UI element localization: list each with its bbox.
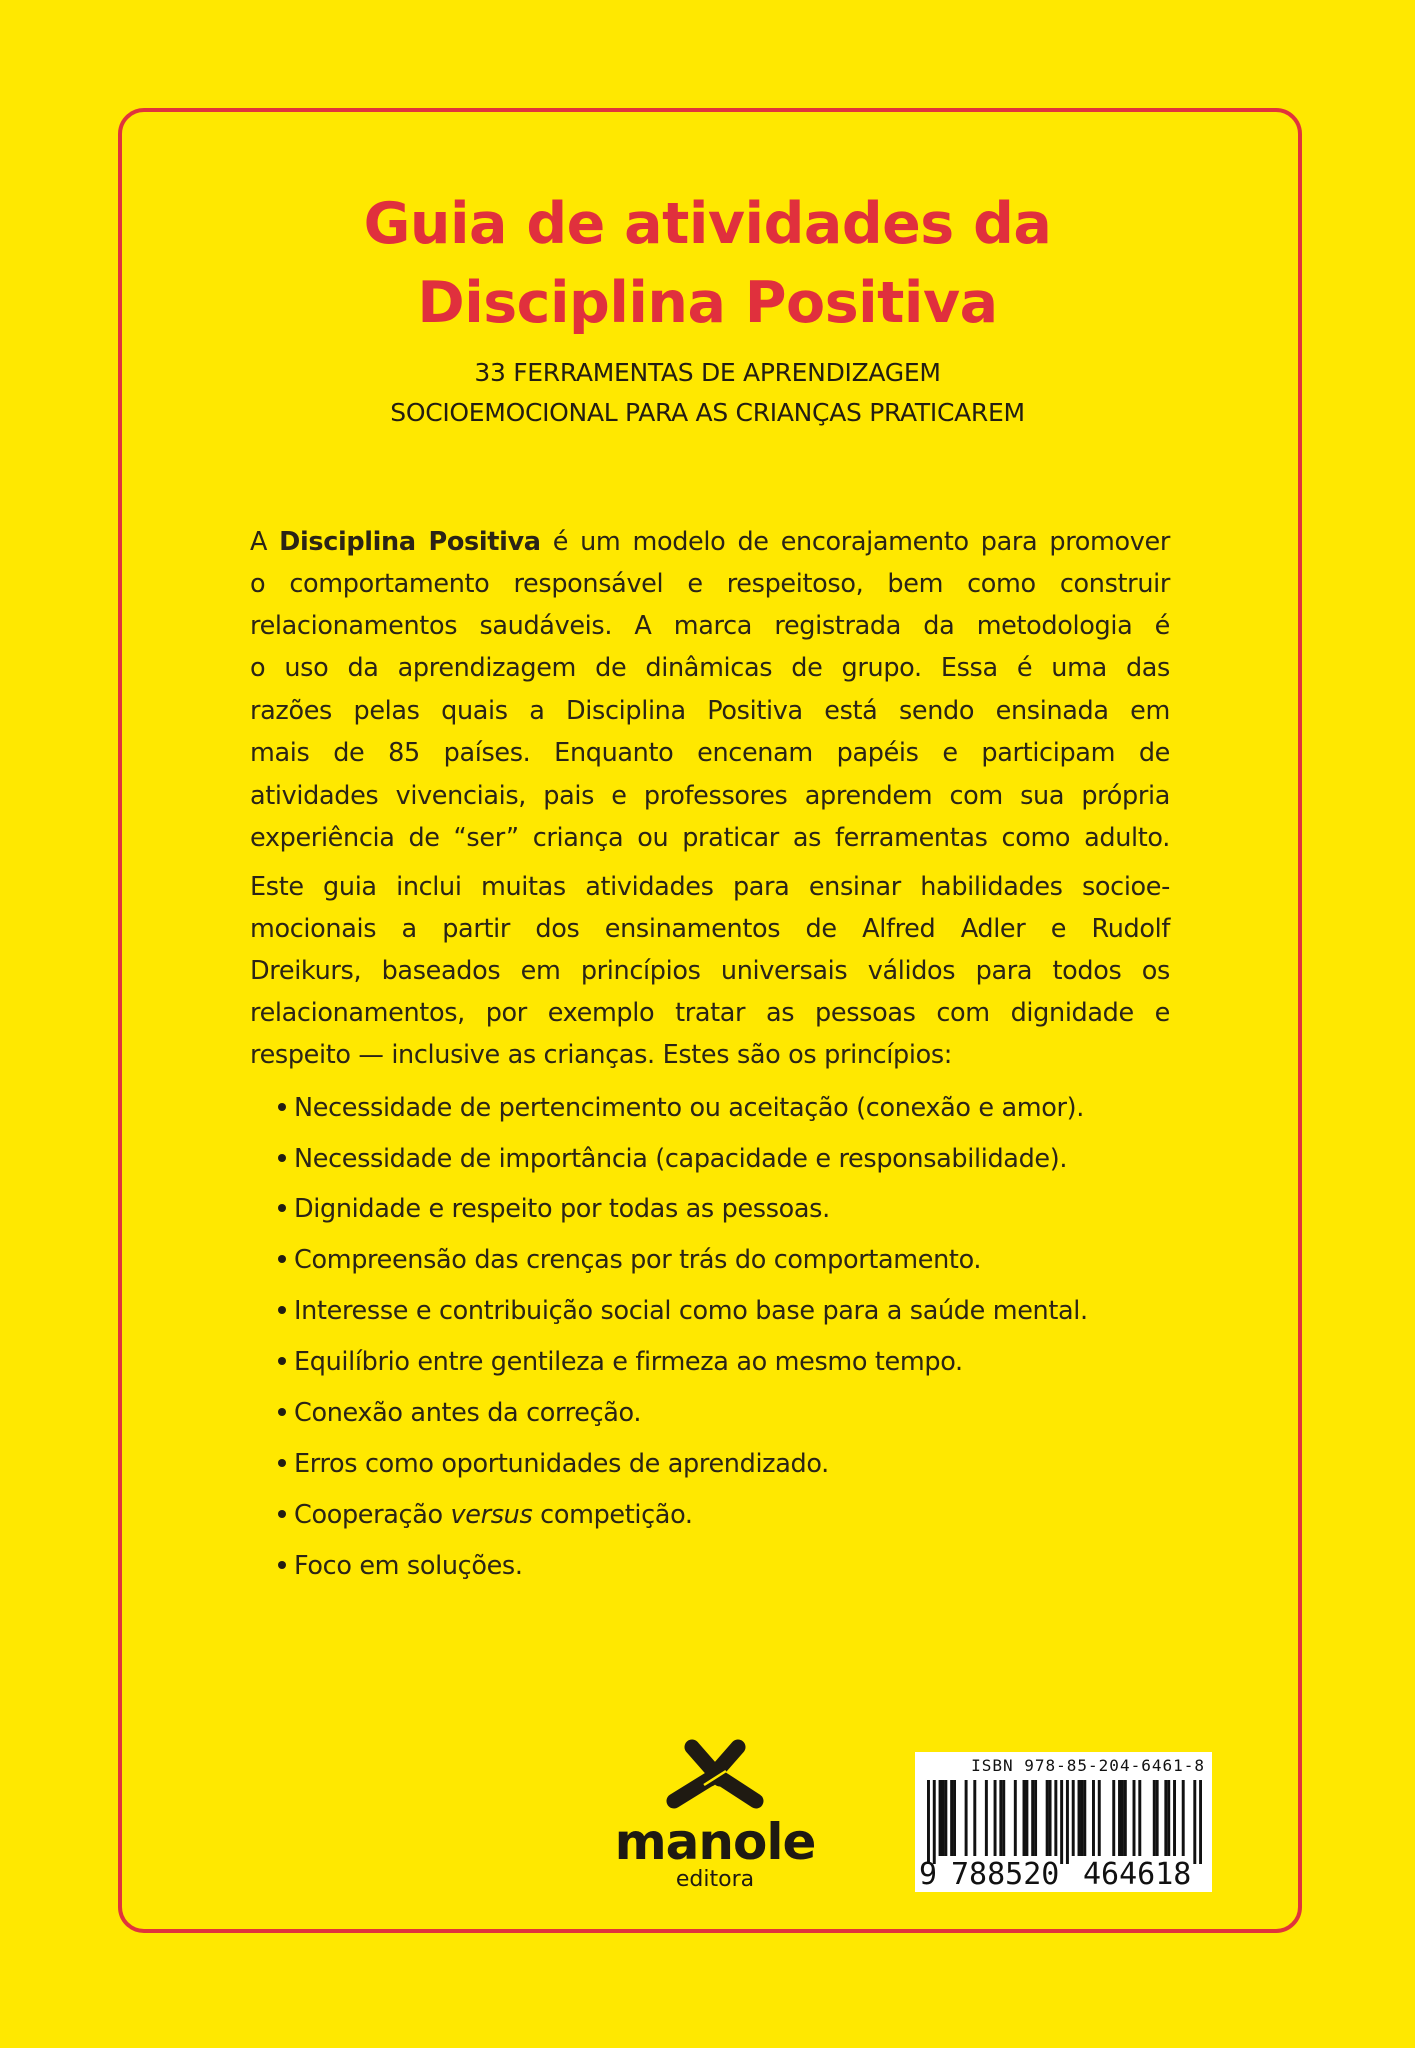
barcode-bar [1002, 1780, 1005, 1856]
paragraph-2-line: relacionamentos, por exemplo tratar as pessoas com dignidade e [250, 998, 1170, 1028]
principle-text-italic: versus [450, 1500, 533, 1530]
bullet-icon [278, 1561, 286, 1569]
barcode-bars [927, 1780, 1202, 1864]
principle-list-item [278, 1500, 1178, 1530]
barcode-bar [994, 1780, 997, 1856]
bullet-icon [278, 1103, 286, 1111]
principle-list-item [278, 1245, 1178, 1275]
paragraph-1-line: relacionamentos saudáveis. A marca registrada da metodologia é [250, 611, 1170, 641]
barcode-bar [1173, 1780, 1176, 1856]
paragraph-lead: A [250, 527, 280, 557]
barcode-bar [1054, 1780, 1057, 1856]
barcode-bar [1167, 1780, 1170, 1856]
bullet-icon [278, 1306, 286, 1314]
book-title-line-2: Disciplina Positiva [417, 270, 998, 336]
principle-text: Erros como oportunidades de aprendizado. [294, 1449, 829, 1479]
barcode-digits-right: 464618 [1083, 1857, 1192, 1892]
barcode-bar [1193, 1780, 1196, 1864]
principle-text: Compreensão das crenças por trás do comportamento. [294, 1245, 982, 1275]
subtitle-line-1: 33 FERRAMENTAS DE APRENDIZAGEM [474, 358, 941, 387]
barcode-bar [1025, 1780, 1028, 1856]
barcode-bar [941, 1780, 944, 1856]
publisher-logo [600, 1735, 830, 1905]
principle-text: competição. [532, 1500, 693, 1530]
principle-text: Cooperação [294, 1500, 451, 1530]
book-title-line-1: Guia de atividades da [363, 191, 1052, 257]
brand-name-bold: Disciplina Positiva [279, 527, 541, 557]
barcode-digit-prefix: 9 [919, 1857, 938, 1892]
bullet-icon [278, 1357, 286, 1365]
barcode-bar [1138, 1780, 1141, 1856]
principle-text: Necessidade de pertencimento ou aceitação (conexão e amor). [294, 1093, 1085, 1123]
principle-text: Equilíbrio entre gentileza e firmeza ao mesmo tempo. [294, 1347, 963, 1377]
subtitle-line-2: SOCIOEMOCIONAL PARA AS CRIANÇAS PRATICAREM [390, 398, 1025, 427]
paragraph-1-line: o comportamento responsável e respeitoso, bem como construir [250, 569, 1170, 599]
principle-text: Interesse e contribuição social como base para a saúde mental. [294, 1296, 1088, 1326]
bullet-icon [278, 1154, 286, 1162]
publisher-tagline: editora [675, 1867, 755, 1892]
principle-list-item [278, 1551, 1178, 1581]
bullet-icon [278, 1204, 286, 1212]
principle-text: Necessidade de importância (capacidade e responsabilidade). [294, 1144, 1068, 1174]
principle-list-item [278, 1449, 1178, 1479]
barcode-bar [1156, 1780, 1159, 1856]
barcode-bar [1031, 1780, 1034, 1856]
barcode-bar [1066, 1780, 1069, 1864]
principle-text: Dignidade e respeito por todas as pessoas. [294, 1194, 830, 1224]
paragraph-2-line: Este guia inclui muitas atividades para ensinar habilidades socioe- [250, 872, 1170, 902]
isbn-barcode [915, 1752, 1212, 1892]
barcode-bar [1098, 1780, 1101, 1856]
barcode-bar [1121, 1780, 1124, 1856]
paragraph-1-line: atividades vivenciais, pais e professores aprendem com sua própria [250, 781, 1170, 811]
principle-list-item [278, 1398, 1178, 1428]
principle-list-item [278, 1144, 1178, 1174]
barcode-bar [1092, 1780, 1095, 1856]
bullet-icon [278, 1459, 286, 1467]
manole-logo-icon [600, 1735, 830, 1815]
barcode-bar [1118, 1780, 1121, 1856]
barcode-bar [933, 1780, 936, 1864]
barcode-bar [1014, 1780, 1017, 1856]
principle-list-item [278, 1296, 1178, 1326]
barcode-bar [973, 1780, 976, 1856]
bullet-icon [278, 1510, 286, 1518]
barcode-bar [1034, 1780, 1037, 1856]
paragraph-1-line: mais de 85 países. Enquanto encenam papéis e participam de [250, 738, 1170, 768]
paragraph-first-rest: é um modelo de encorajamento para promover [540, 527, 1170, 557]
barcode-bar [1023, 1780, 1026, 1856]
principle-text: Foco em soluções. [294, 1551, 523, 1581]
paragraph-1-line: o uso da aprendizagem de dinâmicas de grupo. Essa é uma das [250, 653, 1170, 683]
barcode-bar [953, 1780, 956, 1856]
barcode-bar [944, 1780, 947, 1856]
barcode-bar [1060, 1780, 1063, 1864]
paragraph-1-line: razões pelas quais a Disciplina Positiva está sendo ensinada em [250, 696, 1170, 726]
barcode-bar [927, 1780, 930, 1864]
paragraph-2-line: respeito — inclusive as crianças. Estes são os princípios: [250, 1040, 953, 1070]
principle-list-item [278, 1347, 1178, 1377]
barcode-bar [1046, 1780, 1049, 1856]
barcode-bar [1153, 1780, 1156, 1856]
barcode-bar [1078, 1780, 1081, 1856]
publisher-name: manole [614, 1813, 816, 1871]
barcode-bar [950, 1780, 953, 1856]
barcode-bar [939, 1780, 942, 1856]
barcode-bar [1080, 1780, 1083, 1856]
barcode-bar [1164, 1780, 1167, 1856]
barcode-bar [1049, 1780, 1052, 1856]
paragraph-2-line: Dreikurs, baseados em princípios universais válidos para todos os [250, 956, 1170, 986]
barcode-bar [1072, 1780, 1075, 1856]
barcode-digits-left: 788520 [951, 1857, 1060, 1892]
paragraph-2-line: mocionais a partir dos ensinamentos de Alfred Adler e Rudolf [250, 914, 1170, 944]
paragraph-1-line: experiência de “ser” criança ou praticar as ferramentas como adulto. [250, 823, 1170, 853]
barcode-bar [1182, 1780, 1185, 1856]
barcode-bar [985, 1780, 988, 1856]
principle-list-item [278, 1194, 1178, 1224]
barcode-bar [965, 1780, 968, 1856]
barcode-bar [1133, 1780, 1136, 1856]
barcode-bar [999, 1780, 1002, 1856]
bullet-icon [278, 1408, 286, 1416]
barcode-bar [1083, 1780, 1086, 1856]
paragraph-1-line [250, 527, 1170, 557]
bullet-icon [278, 1255, 286, 1263]
isbn-label: ISBN 978-85-204-6461-8 [971, 1756, 1205, 1775]
barcode-bar [1124, 1780, 1127, 1856]
principle-text: Conexão antes da correção. [294, 1398, 642, 1428]
barcode-bar [1112, 1780, 1115, 1856]
principle-list-item [278, 1093, 1178, 1123]
barcode-bar [1199, 1780, 1202, 1864]
